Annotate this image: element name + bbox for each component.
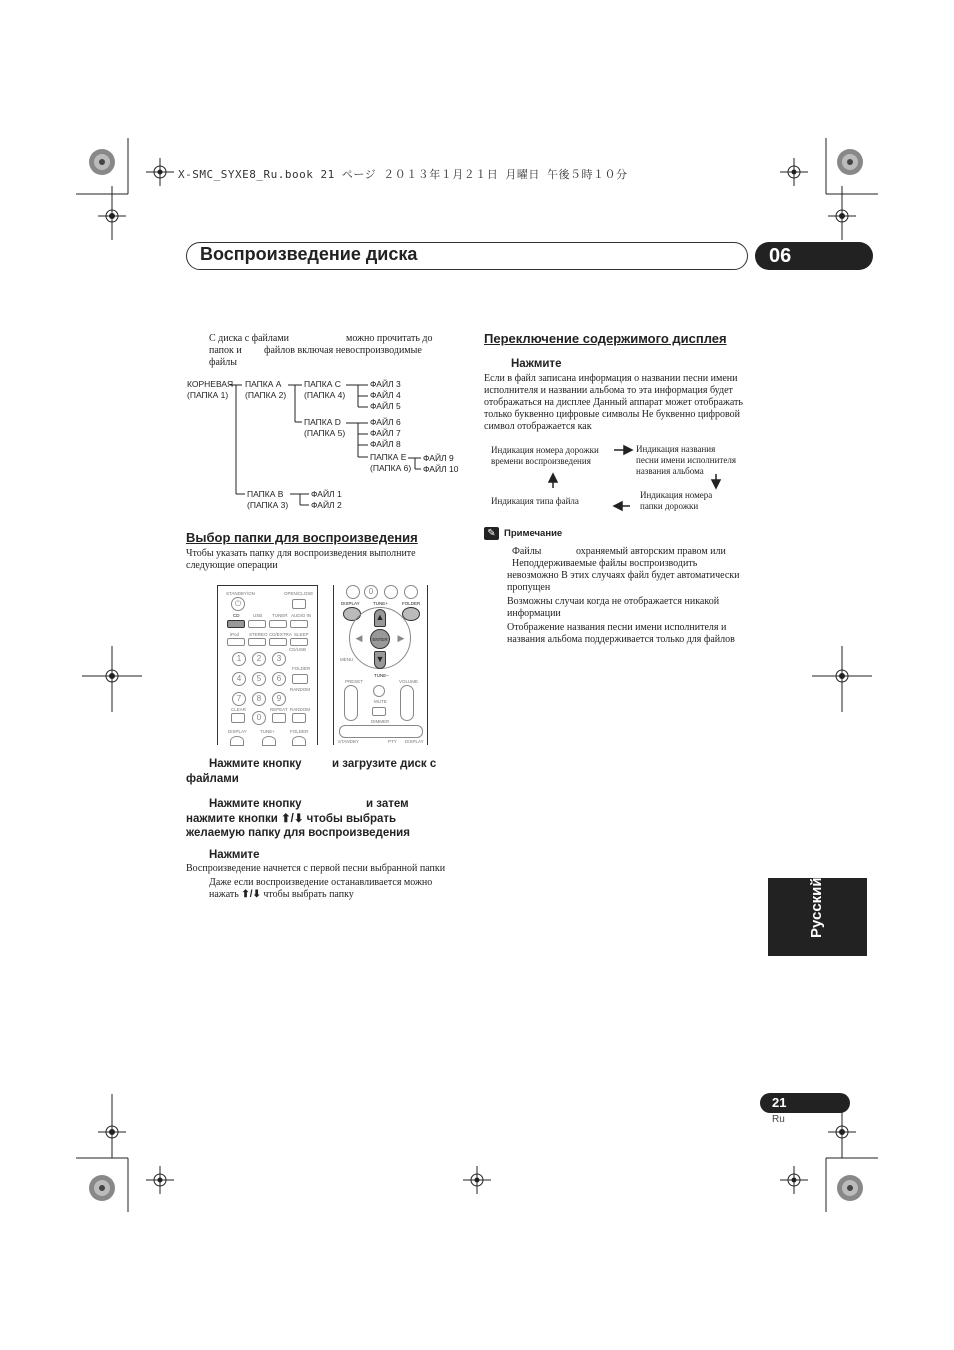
tree-file9: ФАЙЛ 9 <box>423 453 454 463</box>
right-down-arrow-icon: ▼ <box>374 651 386 669</box>
num-5: 5 <box>252 672 266 686</box>
ds-line2: исполнителя и названии альбома то эта информация будет <box>484 385 733 396</box>
book-info-line: X-SMC_SYXE8_Ru.book 21 ページ ２０１３年１月２１日 月曜日 午後５時１０分 <box>178 168 628 181</box>
note-n5: Возможны случаи когда не отображается никакой <box>507 596 720 607</box>
tree-e-1: ПАПКА E <box>370 452 407 462</box>
remote-label-cd: CD <box>233 613 240 618</box>
tree-e-2: (ПАПКА 6) <box>370 463 412 473</box>
folder-select-desc1: Чтобы указать папку для воспроизведения выполните <box>186 548 416 559</box>
folder-select-heading: Выбор папки для воспроизведения <box>186 530 418 545</box>
note-n8: названия альбома поддерживается только для файлов <box>507 634 735 645</box>
intro-line2a: папок и <box>209 345 242 356</box>
right-label-preset: PRESET <box>345 679 364 684</box>
standby-button-icon: ⏻ <box>231 597 245 611</box>
chapter-title: Воспроизведение диска <box>200 244 418 264</box>
step3-note1: Даже если воспроизведение останавливается можно <box>209 877 433 888</box>
right-label-mute: MUTE <box>374 699 387 704</box>
right-label-standby: STANDBY <box>338 739 359 744</box>
language-side-tab <box>768 878 867 956</box>
num-7: 7 <box>232 692 246 706</box>
intro-line2b: файлов включая невоспроизводимые <box>264 345 422 356</box>
note-n4: пропущен <box>507 582 551 593</box>
remote-label-random2: RANDOM <box>290 707 310 712</box>
remote-label-folder2: FOLDER <box>290 729 309 734</box>
num-9: 9 <box>272 692 286 706</box>
step1-text-a: Нажмите кнопку <box>209 758 302 770</box>
step3-arrows-icon: ⬆/⬇ <box>241 889 261 900</box>
note-n3: невозможно В этих случаях файл будет автоматически <box>507 570 740 581</box>
remote-label-cdusb: CD/USB <box>289 647 307 652</box>
tree-b-1: ПАПКА B <box>247 489 284 499</box>
remote-label-tuner: TUNER <box>272 613 288 618</box>
right-label-enter: ENTER <box>372 637 388 642</box>
tree-file4: ФАЙЛ 4 <box>370 390 401 400</box>
page-language: Ru <box>772 1114 785 1125</box>
cycle-bottom-left: Индикация типа файла <box>491 496 579 506</box>
tree-file3: ФАЙЛ 3 <box>370 379 401 389</box>
tree-file6: ФАЙЛ 6 <box>370 417 401 427</box>
num-2: 2 <box>252 652 266 666</box>
intro-line3: файлы <box>209 357 237 368</box>
tree-b-2: (ПАПКА 3) <box>247 500 289 510</box>
tree-root-2: (ПАПКА 1) <box>187 390 229 400</box>
right-label-dimmer: DIMMER <box>371 719 390 724</box>
tree-a-1: ПАПКА A <box>245 379 282 389</box>
step2-text-c: нажмите кнопки <box>186 812 281 825</box>
ds-line4: только буквенно цифровые символы Не буквенно цифровой <box>484 409 741 420</box>
right-right-arrow-icon: ▶ <box>397 633 405 643</box>
step2-text-e: желаемую папку для воспроизведения <box>186 827 410 839</box>
remote-label-sleep: SLEEP <box>294 632 309 637</box>
remote-label-ipod: iPod <box>230 632 240 637</box>
note-icon: ✎ <box>484 527 499 540</box>
right-label-display: DISPLAY <box>341 601 360 606</box>
right-label-tuneminus: TUNE– <box>374 673 389 678</box>
remote-label-random: RANDOM <box>290 687 310 692</box>
page-number: 21 <box>760 1093 850 1113</box>
tree-d-2: (ПАПКА 5) <box>304 428 346 438</box>
remote-label-display: DISPLAY <box>228 729 247 734</box>
language-side-tab-label: Русский <box>808 877 825 938</box>
note-n6: информации <box>507 608 561 619</box>
folder-select-desc2: следующие операции <box>186 560 278 571</box>
tree-c-2: (ПАПКА 4) <box>304 390 346 400</box>
step3: Нажмите <box>209 849 260 861</box>
remote-label-standby: STANDBY/ON <box>226 591 255 596</box>
ds-line1: Если в файл записана информация о названии песни имени <box>484 373 738 384</box>
display-switch-press: Нажмите <box>511 358 562 370</box>
note-n2: Неподдерживаемые файлы воспроизводить <box>512 558 698 569</box>
ds-line5: символ отображается как <box>484 421 592 432</box>
right-left-arrow-icon: ◀ <box>355 633 363 643</box>
right-label-menu: MENU <box>340 657 354 662</box>
remote-label-audioin: AUDIO IN <box>291 613 312 618</box>
step3-desc: Воспроизведение начнется с первой песни выбранной папки <box>186 863 446 874</box>
num-1: 1 <box>232 652 246 666</box>
step2-text-b: и затем <box>366 798 409 810</box>
cycle-tr1: Индикация названия <box>636 444 716 454</box>
intro-line1a: С диска с файлами <box>209 333 290 344</box>
step2-text-d: чтобы выбрать <box>303 812 397 825</box>
tree-file10: ФАЙЛ 10 <box>423 464 459 474</box>
num-8: 8 <box>252 692 266 706</box>
tree-file2: ФАЙЛ 2 <box>311 500 342 510</box>
note-n1b: охраняемый авторским правом или <box>576 546 726 557</box>
step1-text-c: файлами <box>186 772 239 785</box>
right-up-arrow-icon: ▲ <box>374 609 386 627</box>
remote-label-folder: FOLDER <box>292 666 311 671</box>
up-down-arrows-icon: ⬆/⬇ <box>281 812 304 825</box>
cycle-br1: Индикация номера <box>640 490 713 500</box>
step1-text-b: и загрузите диск с <box>332 758 437 770</box>
num-0: 0 <box>252 711 266 725</box>
remote-label-stereo: STEREO <box>249 632 268 637</box>
note-n7: Отображение названия песни имени исполнителя и <box>507 622 727 633</box>
note-body <box>507 546 767 646</box>
note-title: Примечание <box>504 528 563 539</box>
right-label-display2: DISPLAY <box>405 739 424 744</box>
tree-d-1: ПАПКА D <box>304 417 341 427</box>
tree-file5: ФАЙЛ 5 <box>370 401 401 411</box>
step2-text-a: Нажмите кнопку <box>209 798 302 810</box>
tree-file1: ФАЙЛ 1 <box>311 489 342 499</box>
cycle-tr3: названия альбома <box>636 466 704 476</box>
chapter-number: 06 <box>755 242 873 270</box>
num-6: 6 <box>272 672 286 686</box>
tree-a-2: (ПАПКА 2) <box>245 390 287 400</box>
right-label-volume: VOLUME <box>399 679 419 684</box>
remote-label-cdextra: CD/EXTRA <box>269 632 292 637</box>
step3-note2b: чтобы выбрать папку <box>260 889 354 900</box>
step3-note2a: нажать <box>209 889 242 900</box>
cycle-tl2: времени воспроизведения <box>491 456 591 466</box>
right-label-folder: FOLDER <box>402 601 421 606</box>
num-3: 3 <box>272 652 286 666</box>
note-n1a: Файлы <box>512 546 542 557</box>
remote-label-tuneplus: TUNE+ <box>260 729 275 734</box>
tree-file7: ФАЙЛ 7 <box>370 428 401 438</box>
remote-label-usb: USB <box>253 613 263 618</box>
num-4: 4 <box>232 672 246 686</box>
intro-line1b: можно прочитать до <box>346 333 433 344</box>
tree-root-1: КОРНЕВАЯ <box>187 379 234 389</box>
right-label-tuneplus: TUNE+ <box>373 601 388 606</box>
display-switch-heading: Переключение содержимого дисплея <box>484 331 727 346</box>
ds-line3: отображаться на дисплее Данный аппарат может отображать <box>484 397 743 408</box>
cycle-tr2: песни имени исполнителя <box>636 455 736 465</box>
right-label-pty: PTY <box>388 739 397 744</box>
remote-label-clear: CLEAR <box>231 707 247 712</box>
remote-label-open: OPEN/CLOSE <box>284 591 314 596</box>
right-num-0: 0 <box>364 585 378 599</box>
tree-c-1: ПАПКА C <box>304 379 341 389</box>
remote-label-repeat: REPEAT <box>270 707 288 712</box>
cycle-br2: папки дорожки <box>640 501 699 511</box>
tree-file8: ФАЙЛ 8 <box>370 439 401 449</box>
cycle-tl1: Индикация номера дорожки <box>491 445 599 455</box>
